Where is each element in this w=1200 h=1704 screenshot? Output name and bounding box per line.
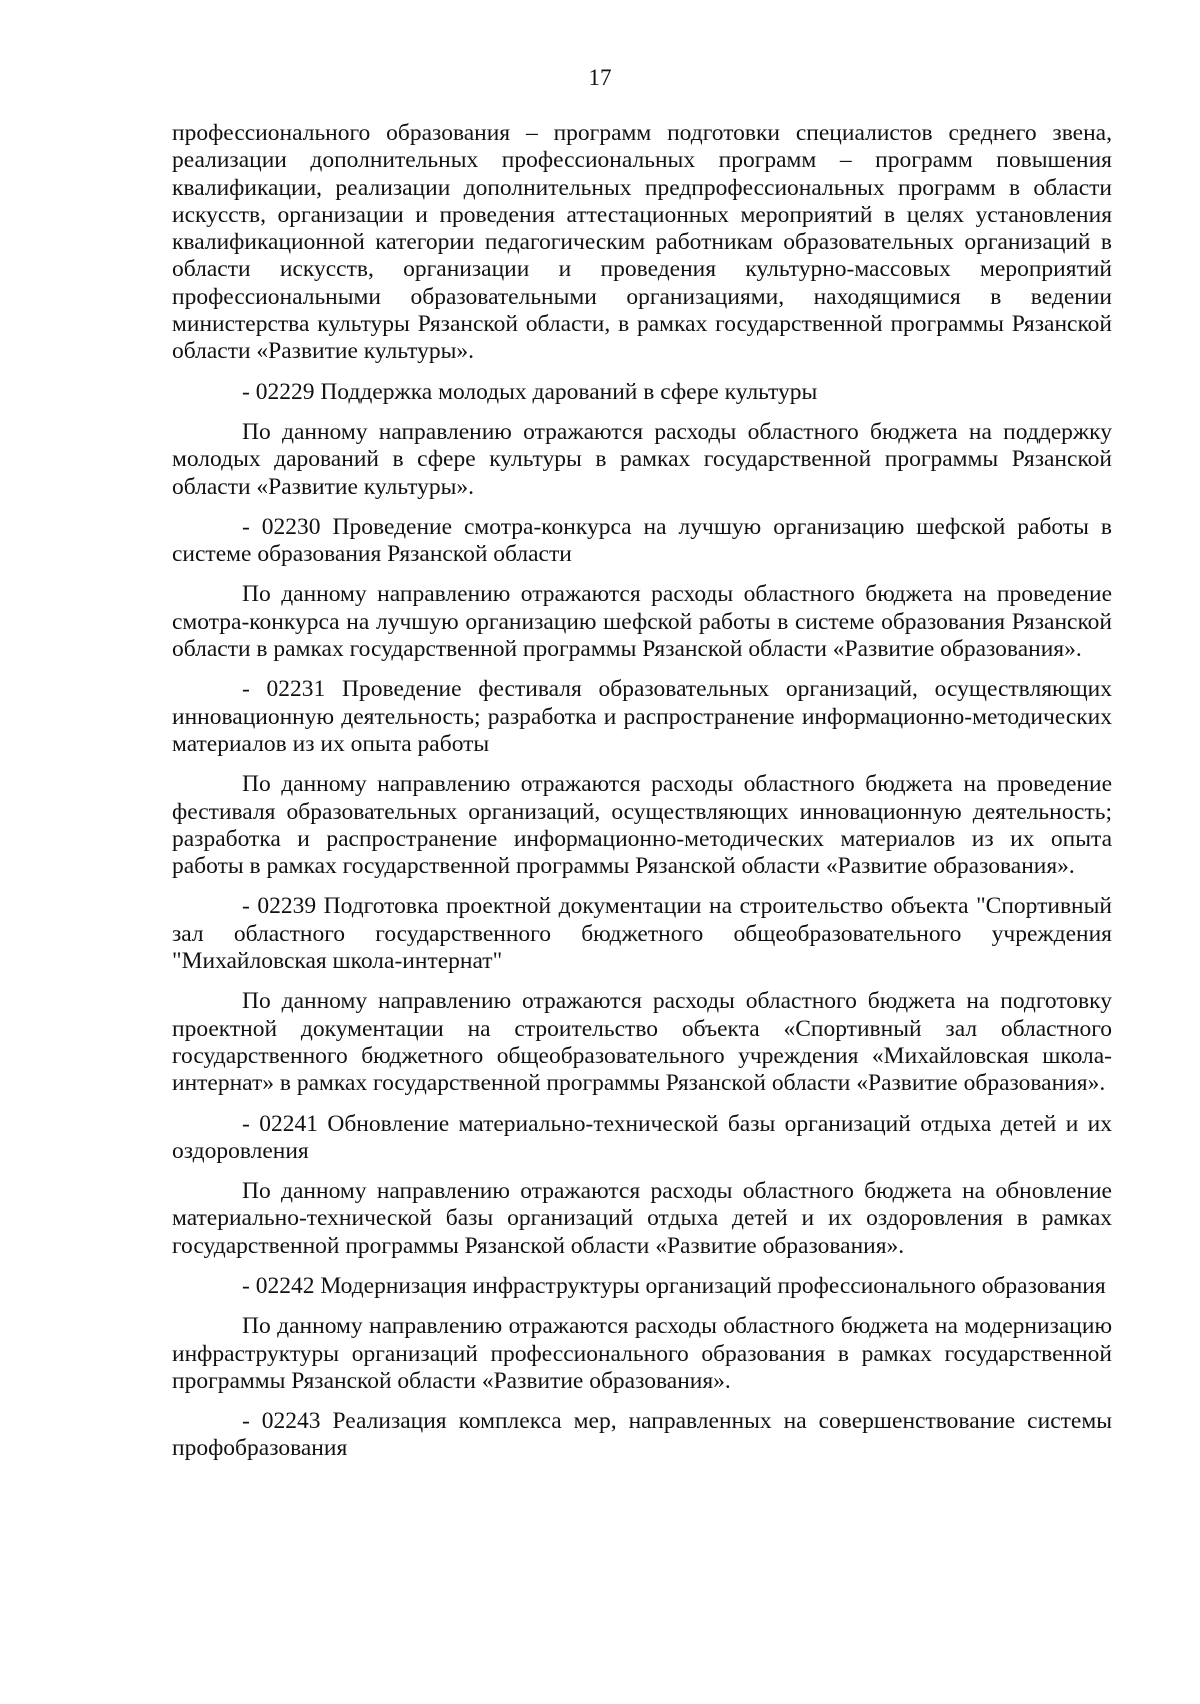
document-body	[172, 120, 1112, 1476]
heading-02239: - 02239 Подготовка проектной документации на строительство объекта "Спортивный зал областного государственного бюджетного общеобразовательного учреждения "Михайловская школа-интернат"	[172, 893, 1112, 975]
paragraph-02241-description: По данному направлению отражаются расходы областного бюджета на обновление материально-технической базы организаций отдыха детей и их оздоровления в рамках государственной программы Рязанской области «Развитие образования».	[172, 1178, 1112, 1259]
heading-02241: - 02241 Обновление материально-технической базы организаций отдыха детей и их оздоровления	[172, 1110, 1112, 1164]
page-number: 17	[588, 65, 612, 90]
paragraph-continuation: профессионального образования – программ подготовки специалистов среднего звена, реализации дополнительных профессиональных программ – программ повышения квалификации, реализации дополнительных предпрофессиональных программ в области искусств, организации и проведения аттестационных мероприятий в целях установления квалификационной категории педагогическим работникам образовательных организаций в области искусств, организации и проведения культурно-массовых мероприятий профессиональными образовательными организациями, находящимися в ведении министерства культуры Рязанской области, в рамках государственной программы Рязанской области «Развитие культуры».	[172, 120, 1112, 365]
paragraph-02231-description: По данному направлению отражаются расходы областного бюджета на проведение фестиваля образовательных организаций, осуществляющих инновационную деятельность; разработка и распространение информационно-методических материалов из их опыта работы в рамках государственной программы Рязанской области «Развитие образования».	[172, 771, 1112, 880]
paragraph-02229-description: По данному направлению отражаются расходы областного бюджета на поддержку молодых дарований в сфере культуры в рамках государственной программы Рязанской области «Развитие культуры».	[172, 418, 1112, 500]
paragraph-02230-description: По данному направлению отражаются расходы областного бюджета на проведение смотра-конкурса на лучшую организацию шефской работы в системе образования Рязанской области в рамках государственной программы Рязанской области «Развитие образования».	[172, 581, 1112, 663]
heading-02231: - 02231 Проведение фестиваля образовательных организаций, осуществляющих инновационную деятельность; разработка и распространение информационно-методических материалов из их опыта работы	[172, 676, 1112, 757]
paragraph-02242-description: По данному направлению отражаются расходы областного бюджета на модернизацию инфраструктуры организаций профессионального образования в рамках государственной программы Рязанской области «Развитие образования».	[172, 1313, 1112, 1394]
paragraph-02239-description: По данному направлению отражаются расходы областного бюджета на подготовку проектной документации на строительство объекта «Спортивный зал областного государственного бюджетного общеобразовательного учреждения «Михайловская школа-интернат» в рамках государственной программы Рязанской области «Развитие образования».	[172, 988, 1112, 1097]
heading-02242: - 02242 Модернизация инфраструктуры организаций профессионального образования	[242, 1272, 1106, 1299]
heading-02243: - 02243 Реализация комплекса мер, направленных на совершенствование системы профобразования	[172, 1408, 1112, 1462]
heading-02229: - 02229 Поддержка молодых дарований в сфере культуры	[242, 378, 818, 405]
heading-02230: - 02230 Проведение смотра-конкурса на лучшую организацию шефской работы в системе образования Рязанской области	[172, 513, 1112, 568]
